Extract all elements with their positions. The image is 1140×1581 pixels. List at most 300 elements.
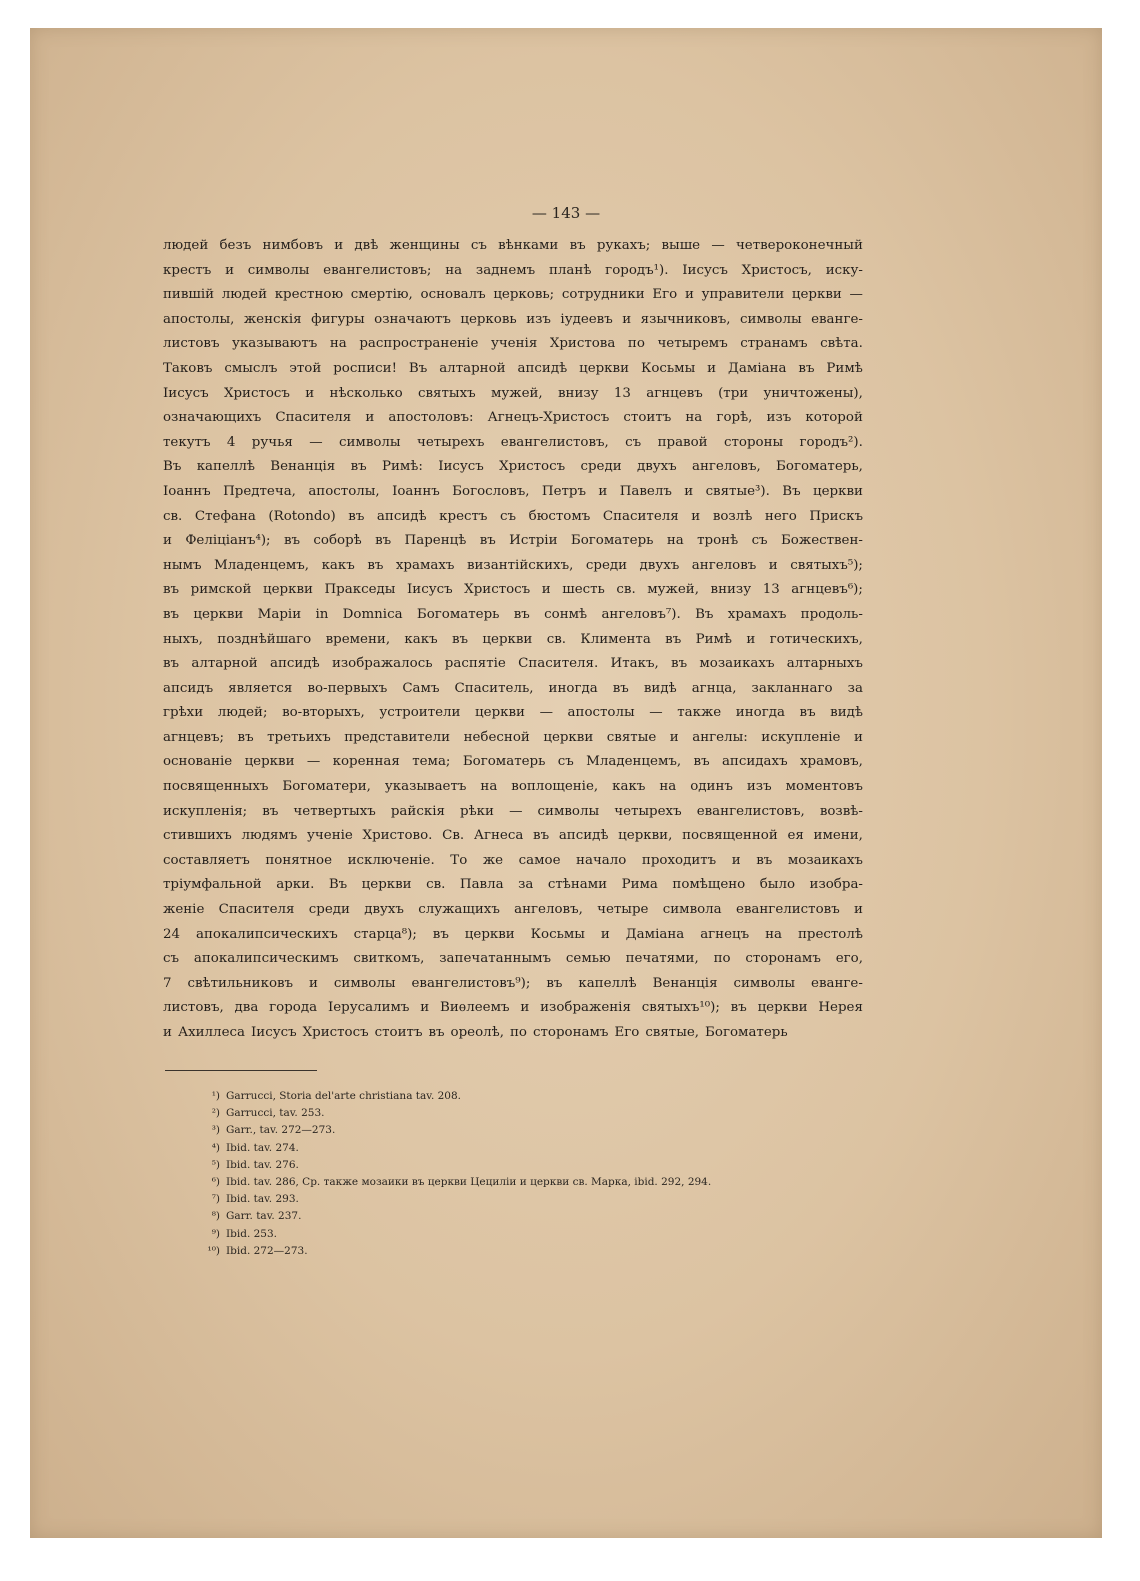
word: Паренцѣ <box>404 533 467 549</box>
word: мужей, <box>490 385 543 401</box>
word: и <box>225 262 234 278</box>
word: листовъ, <box>163 1000 224 1016</box>
word: исключеніе. <box>347 852 435 868</box>
word: стороны <box>723 434 784 450</box>
word: Богоматерь <box>416 606 500 622</box>
word: Богоматерь <box>462 754 546 770</box>
word: основалъ <box>420 287 486 303</box>
word: святыхъ⁵); <box>790 557 863 573</box>
word: вѣнками <box>498 238 559 253</box>
word: храмовъ, <box>799 754 863 770</box>
word: людей; <box>217 705 268 721</box>
word: смыслъ <box>224 360 278 376</box>
word: Агнецъ-Христосъ <box>487 410 610 426</box>
word: свѣта. <box>820 336 863 352</box>
footnote-text: Ibid. 272—273. <box>226 1244 308 1257</box>
word: двухъ <box>364 902 404 918</box>
word: заднемъ <box>475 262 536 278</box>
word: Спасителя. <box>518 656 599 672</box>
word: крестъ <box>163 262 212 278</box>
word: и <box>669 729 679 745</box>
word: въ <box>798 360 815 376</box>
word: церкви <box>361 877 412 893</box>
text-line <box>163 357 863 382</box>
word: въ <box>693 754 710 770</box>
word: иногда <box>735 705 785 721</box>
word: Іисусъ <box>163 385 209 401</box>
word: горѣ, <box>716 410 753 426</box>
word: церкви <box>475 705 525 721</box>
word: апсидѣ <box>517 360 568 376</box>
word: Іисусъ <box>406 582 453 598</box>
footnote-number: ⁷) <box>211 1193 220 1206</box>
word: нымъ <box>163 557 202 573</box>
word: ангеловъ, <box>692 459 761 475</box>
word: нѣсколько <box>329 385 403 401</box>
word: городъ¹). <box>605 262 669 278</box>
word: агнцевъ; <box>163 729 225 745</box>
word: съ <box>500 508 517 524</box>
word: Младенцемъ, <box>214 557 310 573</box>
word: Агнеса <box>473 828 524 844</box>
word: евангелистовъ, <box>500 434 609 450</box>
word: коренная <box>332 754 400 770</box>
word: распространеніе <box>359 336 479 352</box>
word: какъ <box>612 779 646 795</box>
word: Венанція <box>270 459 336 475</box>
word: алтарной <box>439 360 506 376</box>
word: Іерусалимъ <box>327 1000 410 1016</box>
word: двухъ <box>636 459 677 475</box>
word: сторонамъ <box>745 951 821 967</box>
word: внизу <box>557 385 599 401</box>
word: Богоматерь <box>705 1025 788 1040</box>
word: двухъ <box>639 557 680 573</box>
word: съ <box>751 533 768 549</box>
word: Климента <box>580 631 651 647</box>
word: въ <box>375 533 392 549</box>
word: безъ <box>219 238 252 253</box>
word: четвероконечный <box>735 238 863 253</box>
word: Св. <box>442 828 465 844</box>
word: имени, <box>813 828 863 844</box>
footnote-text: Garrucci, Storia del'arte christiana tav. 208. <box>226 1090 462 1102</box>
text-line <box>163 332 863 357</box>
footnote-number: ⁵) <box>211 1158 220 1171</box>
text-line <box>163 972 863 997</box>
word: устроители <box>379 705 461 721</box>
footnote <box>200 1191 900 1208</box>
word: Спаситель, <box>454 680 534 696</box>
word: начало <box>576 852 627 868</box>
word: Прискъ <box>809 508 863 524</box>
word: ангеловъ⁷). <box>601 606 681 622</box>
word: на <box>666 533 684 549</box>
footnote-text: Ibid. 253. <box>226 1227 278 1240</box>
word: искупленія; <box>163 803 248 819</box>
word: 24 <box>163 926 181 942</box>
word: Въ <box>328 877 348 893</box>
word: и <box>598 483 608 499</box>
word: третьихъ <box>267 729 331 745</box>
word: въ <box>479 533 496 549</box>
word: видѣ <box>830 705 863 721</box>
word: съ <box>557 754 574 770</box>
word: четырехъ <box>416 434 485 450</box>
word: Истріи <box>509 533 558 549</box>
word: апостоловъ: <box>388 410 474 426</box>
word: иногда <box>548 680 598 696</box>
word: Предтеча, <box>223 483 296 499</box>
word: было <box>759 877 796 893</box>
word: — <box>649 705 663 721</box>
word: изображенія <box>540 1000 631 1016</box>
word: еванге- <box>811 311 863 327</box>
word: людямъ <box>241 828 298 844</box>
word: на <box>659 779 677 795</box>
word: рукахъ; <box>596 238 651 253</box>
text-line <box>163 382 863 407</box>
text-line <box>163 406 863 431</box>
word: посвященныхъ <box>163 779 269 795</box>
word: тема; <box>412 754 451 770</box>
word: одинъ <box>690 779 733 795</box>
word: Domnica <box>342 606 403 622</box>
word: на <box>480 779 498 795</box>
word: Нерея <box>818 1000 863 1016</box>
word: святые, <box>645 1025 700 1040</box>
text-line <box>163 259 863 284</box>
word: апокалипсическимъ <box>193 951 339 967</box>
footnote <box>200 1174 900 1191</box>
word: готическихъ, <box>769 631 863 647</box>
word: Христосъ, <box>741 262 812 278</box>
word: выше <box>661 238 701 253</box>
word: въ <box>756 852 773 868</box>
footnote-text: Ibid. tav. 286, Ср. также мозаики въ церкви Цециліи и церкви св. Марка, ibid. 292, 294. <box>226 1176 712 1189</box>
word: мозаикахъ <box>787 852 863 868</box>
word: на <box>765 926 783 942</box>
word: Римѣ <box>826 360 863 376</box>
text-line <box>163 824 863 849</box>
word: моментовъ <box>785 779 863 795</box>
word: съ <box>470 238 487 253</box>
word: городъ²). <box>799 434 863 450</box>
word: въ <box>367 557 384 573</box>
word: Богоматерь <box>570 533 654 549</box>
word: ручья <box>251 434 293 450</box>
text-line <box>163 652 863 677</box>
word: и <box>853 902 863 918</box>
word: апостолы, <box>163 311 235 327</box>
word: (три <box>718 385 749 401</box>
footnote <box>200 1208 900 1225</box>
word: апсидъ <box>163 680 214 696</box>
word: церкви <box>813 483 863 499</box>
word: людей <box>221 287 267 303</box>
word: Христово. <box>362 828 433 844</box>
word: на <box>329 336 347 352</box>
word: византійскихъ, <box>466 557 574 573</box>
footnote-number: ¹) <box>211 1090 220 1102</box>
text-line <box>163 677 863 702</box>
word: ангеловъ <box>691 557 757 573</box>
text-line <box>163 775 863 800</box>
word: понятное <box>265 852 333 868</box>
word: капеллѣ <box>578 975 637 991</box>
word: арки. <box>276 877 315 893</box>
word: церкви <box>791 287 842 303</box>
word: Христосъ <box>499 459 566 475</box>
word: евангелистовъ; <box>323 262 432 278</box>
word: позднѣйшаго <box>217 631 312 647</box>
word: Даміана <box>625 926 685 942</box>
word: — <box>849 287 863 303</box>
word: тронѣ <box>697 533 739 549</box>
word: символы <box>247 262 310 278</box>
word: внизу <box>710 582 752 598</box>
word: алтарной <box>191 656 258 672</box>
word: свѣтильниковъ <box>187 975 294 991</box>
word: по <box>713 951 731 967</box>
word: также <box>677 705 722 721</box>
word: изображалось <box>331 656 433 672</box>
word: Спасителя <box>275 410 352 426</box>
word: которой <box>805 410 863 426</box>
word: ангеловъ, <box>514 902 583 918</box>
footnote-text: Ibid. tav. 276. <box>226 1158 299 1171</box>
word: листовъ <box>163 336 220 352</box>
word: символы <box>338 434 401 450</box>
word: стоитъ <box>623 410 672 426</box>
word: его, <box>835 951 863 967</box>
word: агнецъ <box>700 926 750 942</box>
word: въ <box>730 1000 747 1016</box>
word: означающихъ <box>163 410 262 426</box>
word: воплощеніе, <box>511 779 599 795</box>
word: возлѣ <box>712 508 753 524</box>
word: основаніе <box>163 754 233 770</box>
word: Пракседы <box>324 582 396 598</box>
footnote-number: ³) <box>211 1124 220 1137</box>
word: Виѳлеемъ <box>440 1000 510 1016</box>
word: въ <box>163 582 180 598</box>
footnote <box>200 1122 900 1139</box>
word: стоитъ <box>374 1025 423 1040</box>
word: въ <box>428 1025 445 1040</box>
word: Спасителя <box>218 902 295 918</box>
word: св. <box>616 582 636 598</box>
text-line <box>163 308 863 333</box>
text-line <box>163 480 863 505</box>
footnote-divider <box>165 1070 317 1071</box>
word: Въ <box>695 606 714 622</box>
word: этой <box>289 360 322 376</box>
word: Павелъ <box>619 483 672 499</box>
word: въ <box>533 828 550 844</box>
word: нимбовъ <box>262 238 323 253</box>
word: апостолы <box>567 705 635 721</box>
scanned-page <box>30 28 1102 1538</box>
word: Іисусъ <box>682 262 728 278</box>
footnote-text: Garr., tav. 272—273. <box>226 1124 336 1137</box>
word: запечатаннымъ <box>439 951 552 967</box>
word: среди <box>308 902 350 918</box>
word: Стефана <box>194 508 256 524</box>
word: — <box>306 754 321 770</box>
word: храмахъ <box>395 557 455 573</box>
word: ея <box>787 828 804 844</box>
word: него <box>764 508 797 524</box>
word: служащихъ <box>418 902 500 918</box>
word: Даміана <box>728 360 787 376</box>
text-line <box>163 1021 863 1046</box>
word: времени, <box>325 631 391 647</box>
word: бюстомъ <box>528 508 591 524</box>
text-line <box>163 923 863 948</box>
word: Рима <box>621 877 658 893</box>
footnote <box>200 1088 900 1105</box>
word: соборѣ <box>313 533 362 549</box>
word: евангелистовъ⁹); <box>411 975 531 991</box>
word: въ <box>665 631 682 647</box>
word: и <box>600 926 610 942</box>
word: ангелы: <box>692 729 748 745</box>
word: распятіе <box>444 656 506 672</box>
word: церкви <box>262 582 313 598</box>
footnote <box>200 1105 900 1122</box>
footnote <box>200 1140 900 1157</box>
word: женщины <box>389 238 460 253</box>
word: райскія <box>390 803 445 819</box>
word: какъ <box>404 631 438 647</box>
word: по <box>627 336 645 352</box>
word: капеллѣ <box>196 459 255 475</box>
word: среди <box>580 459 622 475</box>
word: церкви <box>757 1000 808 1016</box>
word: и <box>334 238 344 253</box>
text-line <box>163 431 863 456</box>
word: въ <box>348 508 365 524</box>
text-line <box>163 726 863 751</box>
word: проходитъ <box>641 852 717 868</box>
word: символа <box>662 902 722 918</box>
word: апсидѣ <box>376 508 427 524</box>
word: старца⁸); <box>353 926 417 942</box>
word: съ <box>163 951 180 967</box>
word: въ <box>612 680 629 696</box>
word: стѣнами <box>547 877 608 893</box>
word: изобра- <box>809 877 863 893</box>
word: планѣ <box>548 262 592 278</box>
word: за <box>518 877 534 893</box>
word: Римѣ <box>695 631 732 647</box>
footnote-number: ¹⁰) <box>207 1244 220 1257</box>
word: небесной <box>463 729 530 745</box>
footnote <box>200 1157 900 1174</box>
word: Божествен- <box>780 533 863 549</box>
footnote-number: ⁶) <box>211 1176 220 1189</box>
word: означаютъ <box>374 311 451 327</box>
word: является <box>228 680 293 696</box>
word: апсидѣ <box>558 828 609 844</box>
word: — <box>309 434 323 450</box>
word: ученія <box>490 336 538 352</box>
word: два <box>234 1000 259 1016</box>
word: символы <box>733 975 796 991</box>
word: крестною <box>274 287 344 303</box>
word: Его <box>614 1025 640 1040</box>
word: — <box>509 803 523 819</box>
word: Въ <box>782 483 801 499</box>
text-line <box>163 947 863 972</box>
text-line <box>163 628 863 653</box>
text-line <box>163 873 863 898</box>
word: престолѣ <box>797 926 863 942</box>
footnotes <box>200 1088 900 1260</box>
word: печатями, <box>625 951 699 967</box>
word: посвященной <box>682 828 778 844</box>
word: пившій <box>163 287 215 303</box>
word: церкви <box>193 606 244 622</box>
word: и <box>684 287 694 303</box>
word: четыремъ <box>657 336 728 352</box>
word: язычниковъ, <box>640 311 731 327</box>
word: управители <box>701 287 785 303</box>
word: въ <box>283 533 301 549</box>
word: во-вторыхъ, <box>282 705 365 721</box>
page-number: — 143 — <box>531 204 601 222</box>
word: 13 <box>762 582 780 598</box>
word: евангелистовъ, <box>696 803 805 819</box>
word: храмахъ <box>727 606 787 622</box>
word: странамъ <box>740 336 808 352</box>
word: св. <box>546 631 567 647</box>
word: въ <box>163 606 180 622</box>
word: святые³). <box>705 483 770 499</box>
word: двѣ <box>354 238 379 253</box>
text-line <box>163 529 863 554</box>
text-line <box>163 283 863 308</box>
word: церковь <box>460 311 517 327</box>
footnote-text: Garrucci, tav. 253. <box>226 1107 325 1120</box>
word: и <box>163 533 172 549</box>
word: представители <box>344 729 451 745</box>
word: и <box>520 1000 530 1016</box>
word: и <box>691 508 701 524</box>
word: Таковъ <box>163 360 213 376</box>
text-line <box>163 234 863 259</box>
word: какъ <box>321 557 355 573</box>
word: Римѣ: <box>381 459 423 475</box>
word: церковь; <box>493 287 555 303</box>
word: росписи! <box>333 360 397 376</box>
word: Самъ <box>402 680 440 696</box>
word: Феліціанъ⁴); <box>185 533 271 549</box>
word: самое <box>518 852 561 868</box>
word: указываетъ <box>384 779 467 795</box>
word: Въ <box>408 360 428 376</box>
word: въ <box>513 606 530 622</box>
word: Павла <box>459 877 504 893</box>
word: и <box>305 385 315 401</box>
word: правой <box>657 434 708 450</box>
word: церкви <box>579 360 630 376</box>
word: и <box>622 311 632 327</box>
word: Маріи <box>257 606 302 622</box>
text-line <box>163 701 863 726</box>
footnote-number: ²) <box>211 1107 220 1120</box>
